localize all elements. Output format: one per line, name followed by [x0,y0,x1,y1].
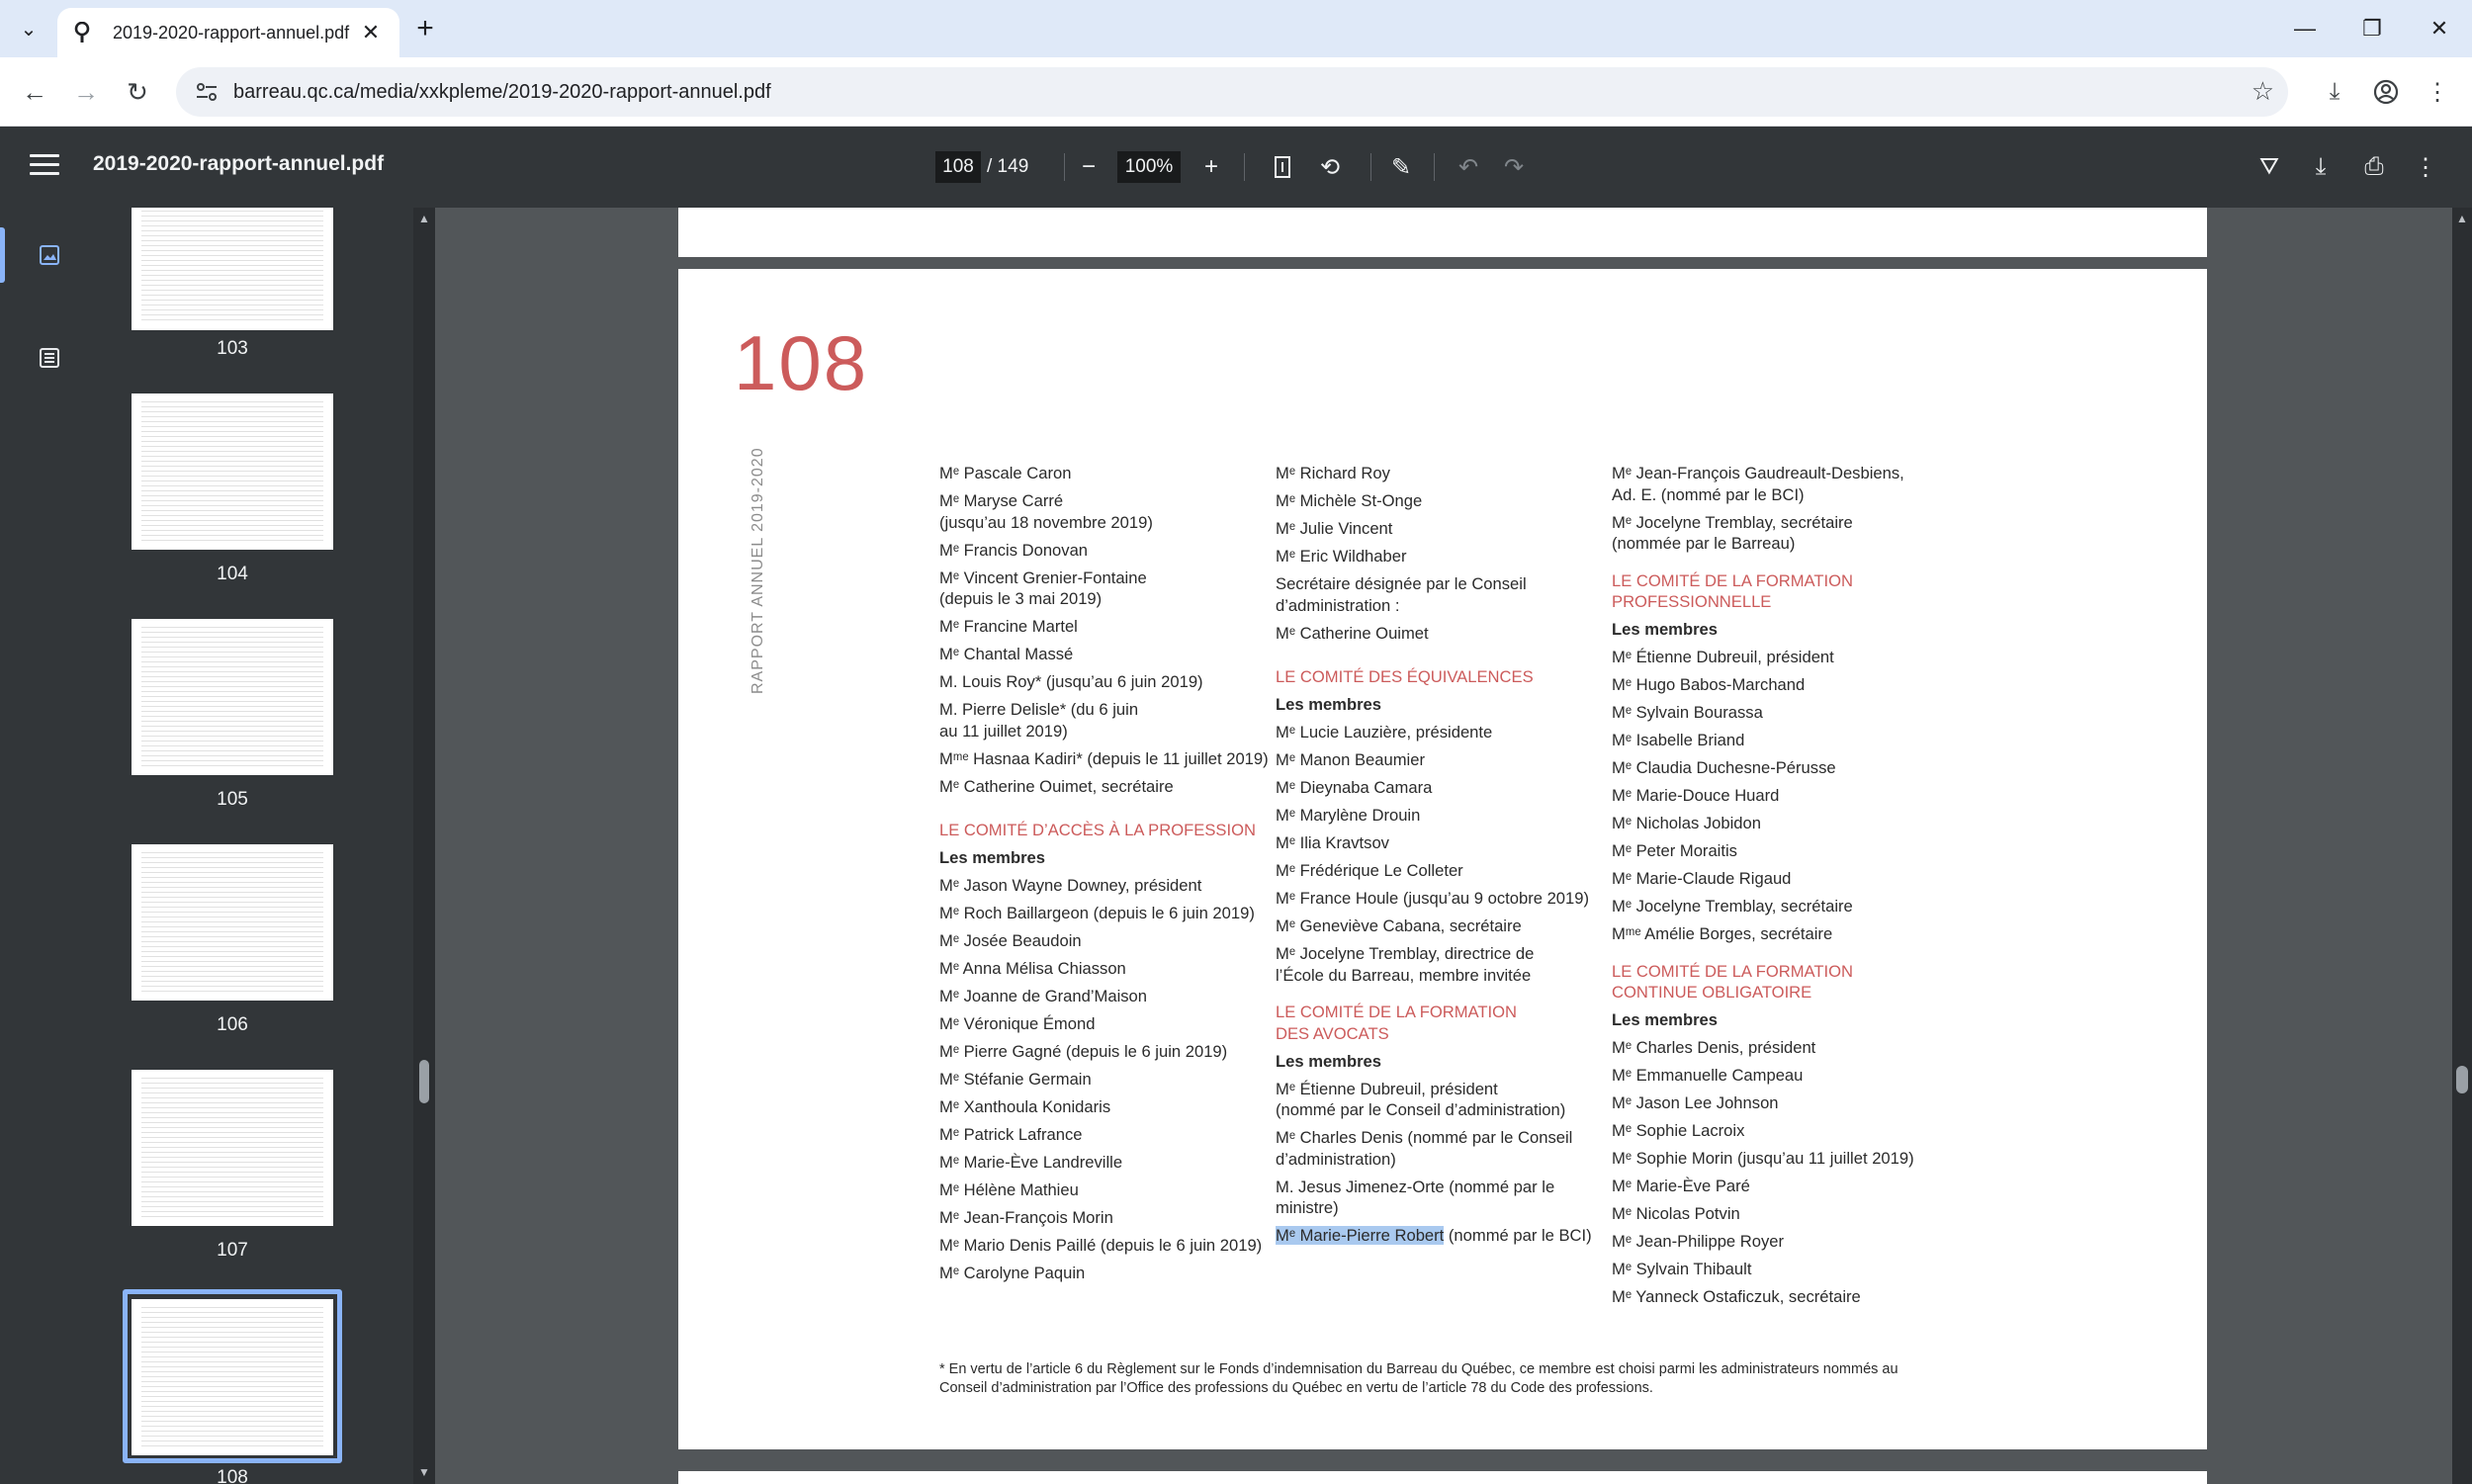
reload-button[interactable]: ↻ [127,76,148,107]
browser-menu-icon[interactable]: ⋮ [2426,78,2449,106]
downloads-icon[interactable]: ⤓ [2329,78,2340,105]
section-subheading: Les membres [1612,1010,1718,1029]
list-item: Mᵉ Marie-Ève Paré [1612,1177,1750,1195]
rail-active-indicator [0,227,5,283]
list-item: Mᵉ Patrick Lafrance [939,1125,1083,1144]
section-heading: LE COMITÉ D’ACCÈS À LA PROFESSION [939,821,1256,839]
list-item: Mᵉ Roch Baillargeon (depuis le 6 juin 2019) [939,904,1255,922]
list-item: Mᵉ Jocelyne Tremblay, directrice de l’École du Barreau, membre invitée [1276,944,1535,985]
footnote: * En vertu de l’article 6 du Règlement sur le Fonds d’indemnisation du Barreau du Québec, ce membre est choisi parmi les administrateurs nommés au Conseil d’administration par l’Office des professions du Québec en vertu de l’article 78 du Code des professions. [939,1361,1898,1396]
site-info-icon[interactable] [190,75,223,109]
page-thumbnail[interactable] [132,393,333,550]
list-item: Mᵉ Richard Roy [1276,464,1390,482]
main-scrollbar[interactable] [2452,208,2472,1484]
zoom-out-button[interactable]: − [1081,153,1096,180]
list-item: Mᵐᵉ Amélie Borges, secrétaire [1612,924,1833,943]
list-item: Mᵉ Étienne Dubreuil, président (nommé par le Conseil d’administration) [1276,1079,1566,1119]
list-item: Mᵉ Catherine Ouimet, secrétaire [939,776,1174,796]
profile-icon[interactable] [2367,73,2405,111]
thumbnails-view-icon[interactable] [30,235,69,275]
list-item: Mᵉ Marylène Drouin [1276,806,1421,825]
browser-tab-active[interactable] [57,8,399,57]
list-item: Mᵐᵉ Hasnaa Kadiri* (depuis le 11 juillet 2019) [939,748,1269,768]
section-subheading: Les membres [1276,1051,1381,1071]
list-item: Mᵉ Marie-Ève Landreville [939,1153,1123,1172]
section-heading: LE COMITÉ DES ÉQUIVALENCES [1276,667,1534,686]
scroll-up-arrow[interactable]: ▲ [418,212,430,225]
rotate-icon[interactable]: ⟲ [1319,153,1341,181]
list-item: Mᵉ Catherine Ouimet [1276,623,1429,643]
thumbnail-label: 105 [217,789,248,810]
fit-page-icon[interactable] [1264,148,1301,186]
sidebar-rail [0,208,99,1484]
pdf-title: 2019-2020-rapport-annuel.pdf [93,152,385,175]
page-thumbnail[interactable] [132,1070,333,1226]
list-item: Mᵉ Peter Moraitis [1612,841,1737,860]
scroll-up-arrow[interactable]: ▲ [2456,212,2468,225]
side-label: RAPPORT ANNUEL 2019-2020 [750,447,766,694]
list-item: Mᵉ Dieynaba Camara [1276,778,1433,797]
section-subheading: Les membres [939,848,1045,867]
list-item [1276,1225,1612,1247]
list-item: Mᵉ Isabelle Briand [1612,731,1745,749]
column-2 [1276,463,1612,1253]
pdf-page [678,269,2207,1449]
section-subheading: Les membres [1612,620,1718,639]
zoom-in-button[interactable]: + [1203,153,1218,180]
list-item: Mᵉ Jean-François Gaudreault-Desbiens, Ad. E. (nommé par le BCI) [1612,464,1904,504]
list-item: Mᵉ Lucie Lauzière, présidente [1276,723,1493,742]
scroll-down-arrow[interactable]: ▼ [418,1465,430,1479]
list-item: Mᵉ Sylvain Thibault [1612,1260,1752,1278]
section-heading: LE COMITÉ DE LA FORMATION CONTINUE OBLIGATOIRE [1612,961,1854,1002]
next-page [678,1471,2207,1484]
list-item: Mᵉ Charles Denis (nommé par le Conseil d’administration) [1276,1128,1573,1169]
list-item: Mᵉ Mario Denis Paillé (depuis le 6 juin 2019) [939,1236,1263,1255]
section-heading: LE COMITÉ DE LA FORMATION PROFESSIONNELLE [1612,570,1854,611]
list-item: Mᵉ Véronique Émond [939,1014,1096,1033]
list-item: Mᵉ Francine Martel [939,617,1078,636]
list-item: Mᵉ Nicolas Potvin [1612,1204,1740,1223]
list-item: Mᵉ Josée Beaudoin [939,931,1082,950]
list-item: Mᵉ Anna Mélisa Chiasson [939,959,1126,978]
list-item: Mᵉ Frédérique Le Colleter [1276,861,1463,880]
list-item: Mᵉ Yanneck Ostaficzuk, secrétaire [1612,1287,1861,1306]
list-item: Mᵉ Michèle St-Onge [1276,491,1423,510]
pdf-viewer [435,208,2452,1484]
section-heading: LE COMITÉ DE LA FORMATION DES AVOCATS [1276,1003,1518,1043]
more-actions-icon[interactable]: ⋮ [2414,153,2437,181]
tab-close-icon[interactable]: ✕ [361,20,381,44]
list-item-rest: (nommé par le BCI) [1444,1226,1592,1245]
separator [1370,153,1371,181]
separator [1244,153,1245,181]
thumbnail-label: 108 [217,1467,248,1484]
restore-button[interactable]: ❐ [2362,16,2382,41]
list-item: Mᵉ Xanthoula Konidaris [939,1097,1111,1116]
address-bar[interactable] [176,67,2288,117]
list-item: Mᵉ Étienne Dubreuil, président [1612,648,1834,666]
list-item: Mᵉ Chantal Massé [939,645,1074,663]
undo-icon[interactable]: ↶ [1457,153,1479,181]
thumbnail-label: 103 [217,338,248,359]
pdf-toolbar [0,127,2472,208]
annotate-pen-icon[interactable]: ✎ [1390,153,1412,181]
list-item: Mᵉ Joanne de Grand’Maison [939,987,1148,1005]
list-item: Mᵉ Jean-Philippe Royer [1612,1232,1785,1251]
page-thumbnail[interactable] [132,619,333,775]
thumbnail-sidebar [0,208,413,1484]
list-item: Mᵉ Claudia Duchesne-Pérusse [1612,758,1836,777]
separator [1434,153,1435,181]
list-item: Mᵉ Jocelyne Tremblay, secrétaire [1612,897,1853,916]
list-item: Mᵉ Charles Denis, président [1612,1038,1816,1057]
page-thumbnail[interactable] [132,208,333,330]
list-item: Mᵉ Emmanuelle Campeau [1612,1066,1804,1085]
list-item: Mᵉ Marie-Claude Rigaud [1612,869,1792,888]
list-item: Mᵉ Maryse Carré (jusqu’au 18 novembre 2019) [939,491,1153,532]
main-scroll-thumb[interactable] [2456,1066,2468,1093]
minimize-button[interactable]: — [2294,16,2316,41]
list-item: Mᵉ Manon Beaumier [1276,750,1425,769]
list-item: Mᵉ Sophie Morin (jusqu’au 11 juillet 2019) [1612,1149,1914,1168]
page-number-input[interactable]: 108 [935,151,981,183]
thumbnail-label: 107 [217,1240,248,1261]
list-item: Mᵉ Pascale Caron [939,464,1072,482]
url-text: barreau.qc.ca/media/xxkpleme/2019-2020-rapport-annuel.pdf [233,80,771,103]
list-item: Mᵉ France Houle (jusqu’au 9 octobre 2019) [1276,889,1590,908]
list-item: Mᵉ Julie Vincent [1276,519,1393,538]
list-item: Mᵉ Vincent Grenier-Fontaine (depuis le 3 mai 2019) [939,567,1147,608]
list-item: Mᵉ Carolyne Paquin [939,1264,1086,1282]
bookmark-star-icon[interactable]: ☆ [2251,76,2274,106]
list-item: Mᵉ Francis Donovan [939,540,1089,560]
tab-title: 2019-2020-rapport-annuel.pdf [113,22,350,43]
list-item: Mᵉ Ilia Kravtsov [1276,833,1389,852]
previous-page [678,208,2207,257]
browser-toolbar [0,57,2472,127]
sidebar-menu-icon[interactable] [30,154,59,180]
list-item: Mᵉ Geneviève Cabana, secrétaire [1276,917,1522,935]
page-number-heading: 108 [734,319,869,406]
list-item: Secrétaire désignée par le Conseil d’administration : [1276,574,1527,615]
tab-search-dropdown-button[interactable]: ⌄ [20,18,38,41]
list-item: Mᵉ Jocelyne Tremblay, secrétaire (nommée par le Barreau) [1612,512,1853,553]
forward-button[interactable]: → [73,76,99,107]
separator [1064,153,1065,181]
print-icon[interactable]: ⎙ [2364,153,2384,180]
save-to-drive-icon[interactable]: ⛛ [2258,153,2280,180]
outline-view-icon[interactable] [30,338,69,378]
list-item: Mᵉ Marie-Douce Huard [1612,786,1780,805]
column-3 [1612,463,1948,1314]
list-item: Mᵉ Jason Wayne Downey, président [939,876,1202,895]
list-item: Mᵉ Nicholas Jobidon [1612,814,1761,832]
list-item: Mᵉ Stéfanie Germain [939,1070,1092,1089]
page-total: / 149 [987,156,1029,177]
tab-strip [0,0,2472,57]
back-button[interactable]: ← [22,76,47,107]
zoom-input[interactable]: 100% [1117,151,1181,183]
new-tab-button[interactable]: + [416,12,434,44]
list-item: Mᵉ Pierre Gagné (depuis le 6 juin 2019) [939,1042,1228,1061]
list-item: M. Jesus Jimenez-Orte (nommé par le ministre) [1276,1177,1555,1217]
download-icon[interactable]: ⤓ [2315,153,2327,180]
selected-text-highlight[interactable]: Mᵉ Marie-Pierre Robert [1276,1226,1445,1245]
thumbnail-label: 106 [217,1014,248,1035]
list-item: M. Pierre Delisle* (du 6 juin au 11 juillet 2019) [939,700,1139,741]
sidebar-scroll-thumb[interactable] [419,1060,429,1103]
section-subheading: Les membres [1276,695,1381,714]
thumbnail-label: 104 [217,564,248,584]
sidebar-scrollbar[interactable] [413,208,435,1484]
list-item: Mᵉ Hugo Babos-Marchand [1612,675,1806,694]
list-item: M. Louis Roy* (jusqu’au 6 juin 2019) [939,672,1203,691]
column-1 [939,463,1276,1290]
list-item: Mᵉ Hélène Mathieu [939,1180,1079,1199]
close-window-button[interactable]: ✕ [2429,16,2449,41]
list-item: Mᵉ Sophie Lacroix [1612,1121,1745,1140]
page-thumbnail[interactable] [132,844,333,1001]
page-thumbnail-current[interactable] [132,1299,333,1455]
favicon-icon [71,22,93,44]
list-item: Mᵉ Sylvain Bourassa [1612,703,1763,722]
list-item: Mᵉ Eric Wildhaber [1276,547,1407,566]
list-item: Mᵉ Jason Lee Johnson [1612,1093,1779,1112]
redo-icon[interactable]: ↷ [1503,153,1525,181]
list-item: Mᵉ Jean-François Morin [939,1208,1113,1227]
